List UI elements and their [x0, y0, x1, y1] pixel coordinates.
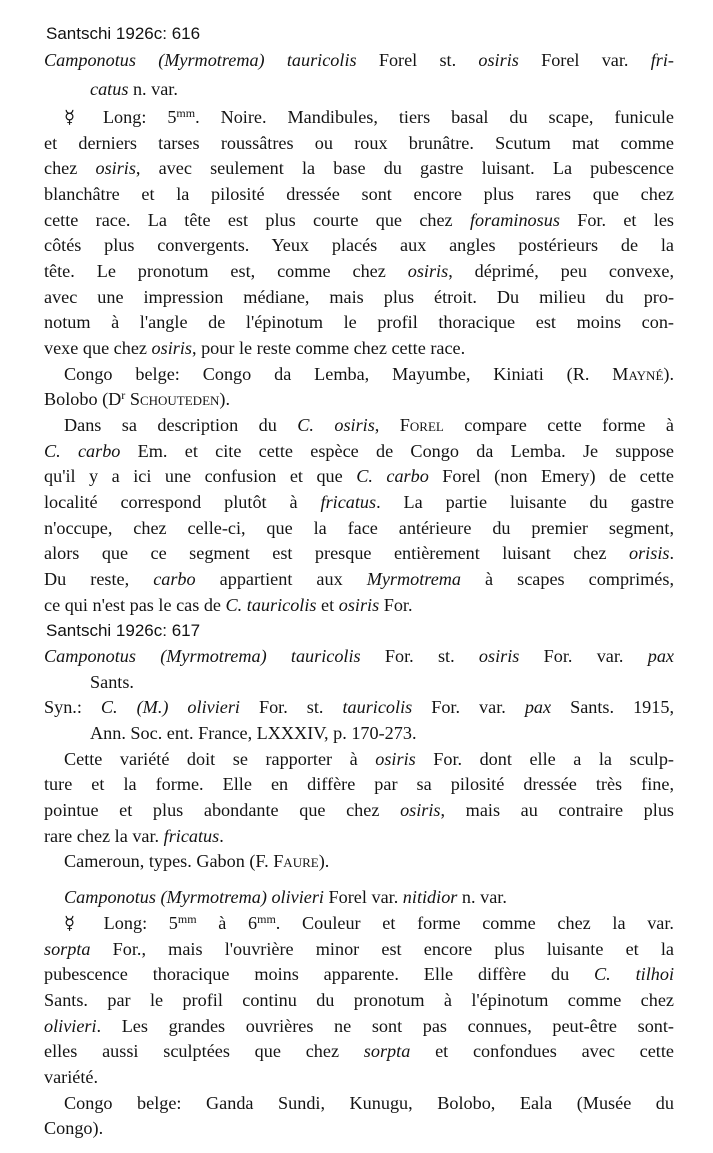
- text-line: Cette variété doit se rapporter à osiris For. dont elle a la sculp-: [64, 749, 674, 769]
- text-line: notum à l'angle de l'épinotum le profil thoracique est moins con-: [44, 312, 674, 332]
- locality-line: Congo).: [44, 1118, 104, 1138]
- locality-line: Cameroun, types. Gabon (F. Faure).: [64, 851, 330, 871]
- locality-line: Congo belge: Congo da Lemba, Mayumbe, Kiniati (R. Mayné).: [64, 364, 674, 384]
- text-line: qu'il y a ici une confusion et que C. carbo Forel (non Emery) de cette: [44, 466, 675, 486]
- worker-symbol-icon: ☿: [64, 107, 76, 127]
- synonym-line: Ann. Soc. ent. France, LXXXIV, p. 170-273.: [90, 723, 417, 743]
- text-line: Sants.: [90, 672, 134, 692]
- synonym-line: Syn.: C. (M.) olivieri For. st. tauricolis For. var. pax Sants. 1915,: [44, 697, 674, 717]
- text-line: et derniers tarses roussâtres ou roux brunâtre. Scutum mat comme: [44, 133, 674, 153]
- text-line: Du reste, carbo appartient aux Myrmotrema à scapes comprimés,: [44, 569, 674, 589]
- citation-header: Santschi 1926c: 617: [46, 621, 201, 640]
- text-line: cette race. La tête est plus courte que chez foraminosus For. et les: [44, 210, 674, 230]
- text-line: pubescence thoracique moins apparente. Elle diffère du C. tilhoi: [44, 964, 675, 984]
- locality-line: Congo belge: Ganda Sundi, Kunugu, Bolobo, Eala (Musée du: [64, 1093, 674, 1113]
- text-line: vexe que chez osiris, pour le reste comme chez cette race.: [44, 338, 466, 358]
- citation-header: Santschi 1926c: 616: [46, 24, 201, 43]
- text-line: chez osiris, avec seulement la base du gastre luisant. La pubescence: [44, 158, 674, 178]
- text-line: Camponotus (Myrmotrema) tauricolis For. st. osiris For. var. pax: [44, 646, 674, 666]
- text-line: rare chez la var. fricatus.: [44, 826, 224, 846]
- text-line: sorpta For., mais l'ouvrière minor est encore plus luisante et la: [44, 939, 674, 959]
- text-line: n'occupe, chez celle-ci, que la face antérieure du premier segment,: [44, 518, 674, 538]
- text-line: Camponotus (Myrmotrema) tauricolis Forel st. osiris Forel var. fri-: [44, 50, 674, 70]
- text-line: elles aussi sculptées que chez sorpta et confondues avec cette: [44, 1041, 674, 1061]
- text-line: Camponotus (Myrmotrema) olivieri Forel var. nitidior n. var.: [64, 887, 507, 907]
- text-line: pointue et plus abondante que chez osiris, mais au contraire plus: [44, 800, 674, 820]
- text-line: variété.: [44, 1067, 99, 1087]
- text-line: localité correspond plutôt à fricatus. La partie luisante du gastre: [44, 492, 674, 512]
- worker-symbol-icon: ☿: [64, 913, 76, 933]
- text-line: ce qui n'est pas le cas de C. tauricolis et osiris For.: [44, 595, 413, 615]
- text-line: alors que ce segment est presque entièrement luisant chez orisis.: [44, 543, 674, 563]
- text-line: côtés plus convergents. Yeux placés aux angles postérieurs de la: [44, 235, 674, 255]
- text-line: ☿ Long: $5^{mm}$ à $6^{mm}$. Couleur et forme comme chez la var.: [64, 912, 674, 933]
- text-line: olivieri. Les grandes ouvrières ne sont pas connues, peut-être sont-: [44, 1016, 674, 1036]
- text-line: Dans sa description du C. osiris, Forel compare cette forme à: [64, 415, 674, 435]
- text-line: ☿ Long: $5^{mm}$. Noire. Mandibules, tiers basal du scape, funicule: [64, 106, 674, 127]
- locality-line: Bolobo ($D^r$ Schouteden).: [44, 388, 231, 409]
- text-line: blanchâtre et la pilosité dressée sont encore plus rares que chez: [44, 184, 674, 204]
- text-line: C. carbo Em. et cite cette espèce de Congo da Lemba. Je suppose: [44, 441, 674, 461]
- text-line: Sants. par le profil continu du pronotum à l'épinotum comme chez: [44, 990, 674, 1010]
- text-line: ture et la forme. Elle en diffère par sa pilosité dressée très fine,: [44, 774, 674, 794]
- text-line: avec une impression médiane, mais plus étroit. Du milieu du pro-: [44, 287, 674, 307]
- text-line: catus n. var.: [90, 79, 178, 99]
- text-line: tête. Le pronotum est, comme chez osiris, déprimé, peu convexe,: [44, 261, 674, 281]
